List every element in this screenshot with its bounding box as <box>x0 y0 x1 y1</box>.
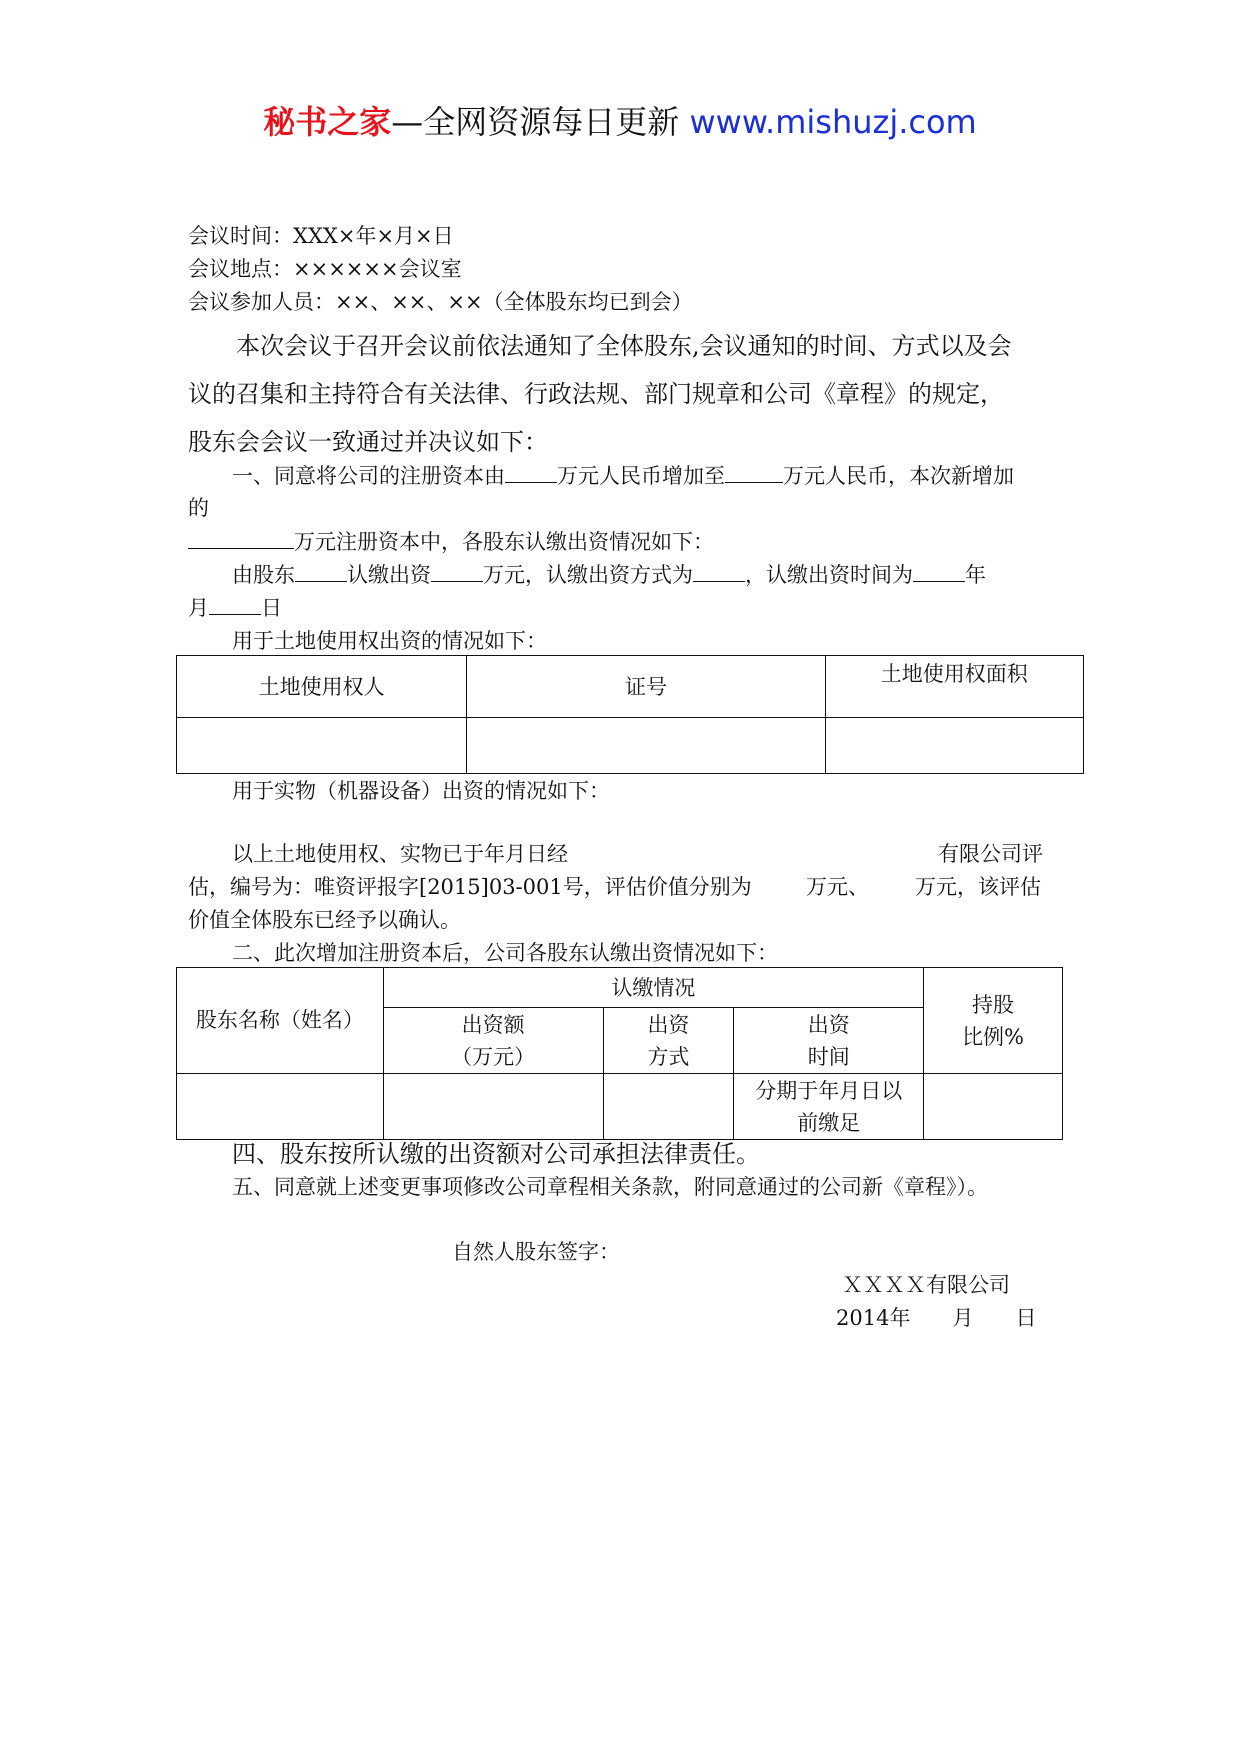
item1-text: 认缴出资 <box>347 563 431 587</box>
blank-field[interactable] <box>188 528 294 549</box>
item1-text: 万元人民币，本次新增加 <box>783 464 1014 488</box>
header-url[interactable]: www.mishuzj.com <box>689 103 977 141</box>
land-cell[interactable] <box>825 718 1083 774</box>
item1-text: ，认缴出资时间为 <box>745 563 913 587</box>
intro-line-3: 股东会会议一致通过并决议如下： <box>188 428 548 456</box>
land-header-area: 土地使用权面积 <box>825 656 1083 718</box>
assessment-line-1a: 以上土地使用权、实物已于年月日经 <box>232 842 568 866</box>
col-amount-line-1: 出资额 <box>461 1012 525 1037</box>
row-time-line-2: 前缴足 <box>797 1110 861 1135</box>
brand-name: 秘书之家 <box>263 103 392 141</box>
physical-intro: 用于实物（机器设备）出资的情况如下： <box>232 779 610 803</box>
col-time-line-2: 时间 <box>807 1044 850 1069</box>
col-ratio <box>924 968 1063 1074</box>
shareholder-cell[interactable] <box>924 1074 1063 1140</box>
shareholder-cell[interactable] <box>383 1074 603 1140</box>
blank-field[interactable] <box>209 594 261 615</box>
row-time-cell[interactable] <box>734 1074 924 1140</box>
col-method-line-1: 出资 <box>647 1012 690 1037</box>
item1-text: 一、同意将公司的注册资本由 <box>232 464 505 488</box>
blank-field[interactable] <box>295 561 347 582</box>
land-header-owner: 土地使用权人 <box>177 656 467 718</box>
item1-line-3 <box>232 561 986 589</box>
blank-field[interactable] <box>693 561 745 582</box>
item1-text: 年 <box>965 563 986 587</box>
land-header-cert: 证号 <box>467 656 825 718</box>
blank-field[interactable] <box>505 462 557 483</box>
col-shareholder-name: 股东名称（姓名） <box>177 968 384 1074</box>
col-method-line-2: 方式 <box>647 1044 690 1069</box>
item1-text: 日 <box>261 596 282 620</box>
shareholder-table <box>176 967 1063 1140</box>
shareholder-cell[interactable] <box>603 1074 734 1140</box>
col-ratio-line-2: 比例% <box>962 1024 1025 1049</box>
land-cell[interactable] <box>467 718 825 774</box>
blank-field[interactable] <box>913 561 965 582</box>
col-time-line-1: 出资 <box>807 1012 850 1037</box>
item1-line-2 <box>188 528 714 556</box>
item1-text: 万元注册资本中，各股东认缴出资情况如下： <box>294 530 714 554</box>
col-amount <box>383 1008 603 1074</box>
land-cell[interactable] <box>177 718 467 774</box>
item5: 五、同意就上述变更事项修改公司章程相关条款，附同意通过的公司新《章程》）。 <box>232 1175 988 1199</box>
item1-text: 由股东 <box>232 563 295 587</box>
shareholder-cell[interactable] <box>177 1074 384 1140</box>
col-method <box>603 1008 734 1074</box>
meeting-time: 会议时间：XXX×年×月×日 <box>188 224 454 248</box>
col-subscription-group: 认缴情况 <box>383 968 923 1008</box>
land-intro: 用于土地使用权出资的情况如下： <box>232 629 547 653</box>
item1-text: 万元，认缴出资方式为 <box>483 563 693 587</box>
header-tagline: —全网资源每日更新 <box>391 103 680 141</box>
col-amount-line-2: （万元） <box>451 1044 536 1069</box>
blank-field[interactable] <box>725 462 783 483</box>
intro-line-1: 本次会议于召开会议前依法通知了全体股东,会议通知的时间、方式以及会 <box>236 332 1012 360</box>
assessment-line-2a: 估，编号为：唯资评报字[2015]03-001号，评估价值分别为 <box>188 875 752 899</box>
col-time <box>734 1008 924 1074</box>
item1-text: 万元人民币增加至 <box>557 464 725 488</box>
item1-line-1 <box>232 462 1014 490</box>
meeting-place: 会议地点：××××××会议室 <box>188 257 462 281</box>
item4: 四、股东按所认缴的出资额对公司承担法律责任。 <box>232 1140 760 1168</box>
intro-line-2: 议的召集和主持符合有关法律、行政法规、部门规章和公司《章程》的规定， <box>188 380 1004 408</box>
assessment-line-2b: 万元、 <box>806 875 869 899</box>
signature-date: 2014年 月 日 <box>836 1306 1037 1330</box>
signature-company: ＸＸＸＸ有限公司 <box>842 1273 1010 1297</box>
item2-intro: 二、此次增加注册资本后，公司各股东认缴出资情况如下： <box>232 941 778 965</box>
item1-text: 月 <box>188 596 209 620</box>
col-ratio-line-1: 持股 <box>972 992 1015 1017</box>
assessment-line-1b: 有限公司评 <box>938 842 1043 866</box>
item1-line-1-wrap: 的 <box>188 496 209 520</box>
assessment-line-3: 价值全体股东已经予以确认。 <box>188 908 461 932</box>
assessment-line-2c: 万元，该评估 <box>915 875 1041 899</box>
item1-line-4 <box>188 594 282 622</box>
signature-label: 自然人股东签字： <box>452 1240 620 1264</box>
site-header <box>0 100 1240 144</box>
meeting-attendees: 会议参加人员：××、××、××（全体股东均已到会） <box>188 290 693 314</box>
blank-field[interactable] <box>431 561 483 582</box>
row-time-line-1: 分期于年月日以 <box>755 1078 903 1103</box>
land-table <box>176 655 1084 774</box>
